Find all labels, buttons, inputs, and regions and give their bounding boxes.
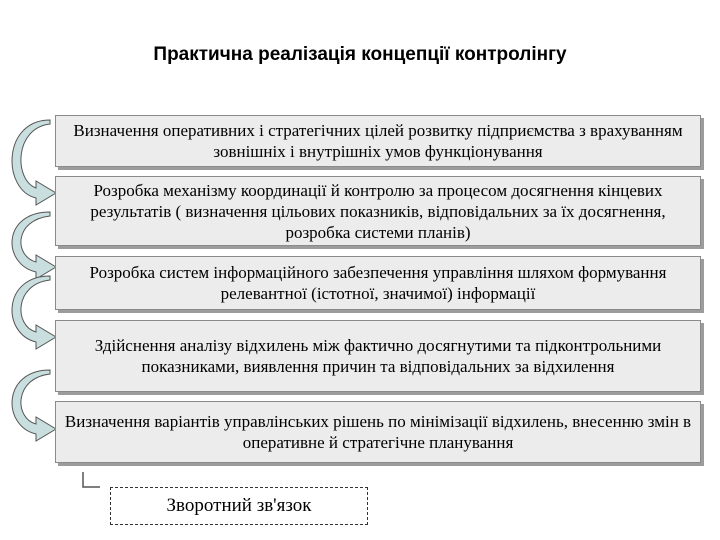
step-text-1: Визначення оперативних і стратегічних цілей розвитку підприємства з врахуванням зовнішніх і внутрішніх умов функціонування bbox=[73, 121, 683, 161]
feedback-box bbox=[110, 487, 368, 525]
step-text-2: Розробка механізму координації й контролю за процесом досягнення кінцевих результатів ( визначення цільових показників, відповідальних за їх досягнення, розробка системи планів) bbox=[90, 180, 666, 242]
step-text-4: Здійснення аналізу відхилень між фактично досягнутими та підконтрольними показниками, виявлення причин та відповідальних за відхилення bbox=[94, 336, 662, 376]
feedback-label: Зворотний зв'язок bbox=[166, 495, 312, 516]
page-title: Практична реалізація концепції контролінгу bbox=[153, 44, 567, 65]
step-text-3: Розробка систем інформаційного забезпечення управління шляхом формування релевантної (істотної, значимої) інформації bbox=[89, 263, 667, 303]
step-text-5: Визначення варіантів управлінських рішень по мінімізації відхилень, внесенню змін в оперативне й стратегічне планування bbox=[64, 412, 692, 452]
